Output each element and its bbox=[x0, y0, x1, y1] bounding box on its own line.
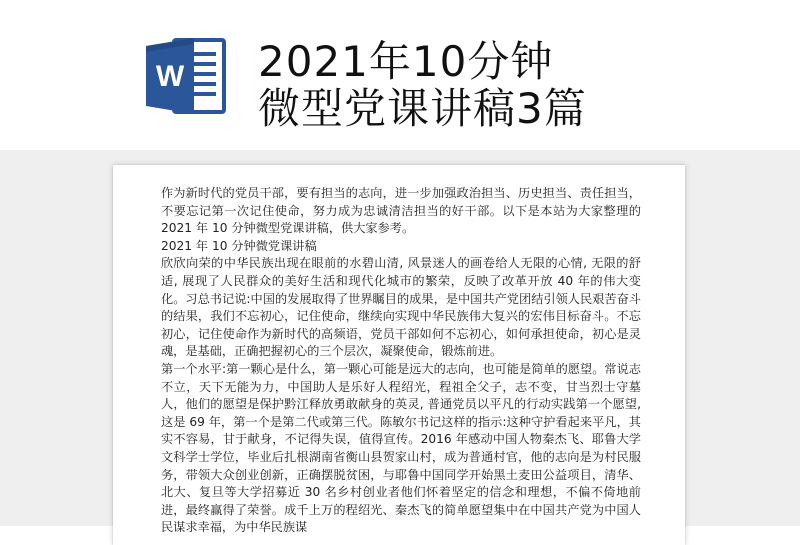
text-line bbox=[192, 52, 216, 56]
text-line bbox=[192, 82, 216, 86]
body-paragraph: 第一个水平:第一颗心是什么，第一颗心可能是远大的志向，也可能是简单的愿望。常说志不立，天下无能为力，中国助人是乐好人程绍光，程祖全父子，志不变，甘当烈士守墓人，他们的愿望是保护黔江释放勇敢献身的英灵, 普通党员以平凡的行动实践第一个愿望, 这是 69 年，第一个是第二代或第三代。陈敏尔书记这样的指示:这种守护看起来平凡，其实不容易，甘于献身，不记得失误，值得宣传。2016 年感动中国人物秦杰飞、耶鲁大学文科学士学位，毕业后扎根湖南省衡山县贺家山村，成为普通村官，他的志向是为村民服务，带领大众创业创新，正确摆脱贫困，与耶鲁中国同学开始黑土麦田公益项目，清华、北大、复旦等大学招募近 30 名乡村创业者他们怀着坚定的信念和理想，不偏不倚地前进，最终赢得了荣誉。成千上万的程绍光、秦杰飞的简单愿望集中在中国共产党为中国人民谋求幸福，为中华民族谋 bbox=[161, 361, 641, 535]
title-line-2: 微型党课讲稿3篇 bbox=[258, 84, 587, 133]
document-page bbox=[113, 165, 685, 545]
word-document-icon bbox=[144, 34, 228, 118]
page-title bbox=[258, 38, 587, 132]
section-heading: 2021 年 10 分钟微党课讲稿 bbox=[161, 238, 317, 253]
document-body bbox=[161, 185, 641, 537]
word-letter: W bbox=[155, 60, 185, 93]
text-line bbox=[192, 72, 216, 76]
title-line-1: 2021年10分钟 bbox=[258, 37, 554, 86]
text-line bbox=[192, 92, 216, 96]
text-line bbox=[192, 62, 216, 66]
intro-paragraph: 作为新时代的党员干部，要有担当的志向，进一步加强政治担当、历史担当、责任担当，不要忘记第一次记住使命，努力成为忠诚清洁担当的好干部。以下是本站为大家整理的 2021 年 10 分钟微型党课讲稿，供大家参考。 bbox=[161, 186, 641, 236]
body-paragraph: 欣欣向荣的中华民族出现在眼前的水碧山清, 风景迷人的画卷给人无限的心情, 无限的舒适, 展现了人民群众的美好生活和现代化城市的繁荣，反映了改革开放 40 年的伟大变化。习总书记说:中国的发展取得了世界瞩目的成果，是中国共产党团结引领人民艰苦奋斗的结果，我们不忘初心，记住使命，继续向实现中华民族伟大复兴的宏伟目标奋斗。不忘初心，记住使命作为新时代的高频语，党员干部如何不忘初心，如何承担使命，初心是灵魂，是基础，正确把握初心的三个层次，凝聚使命，锻炼前进。 bbox=[161, 256, 641, 359]
